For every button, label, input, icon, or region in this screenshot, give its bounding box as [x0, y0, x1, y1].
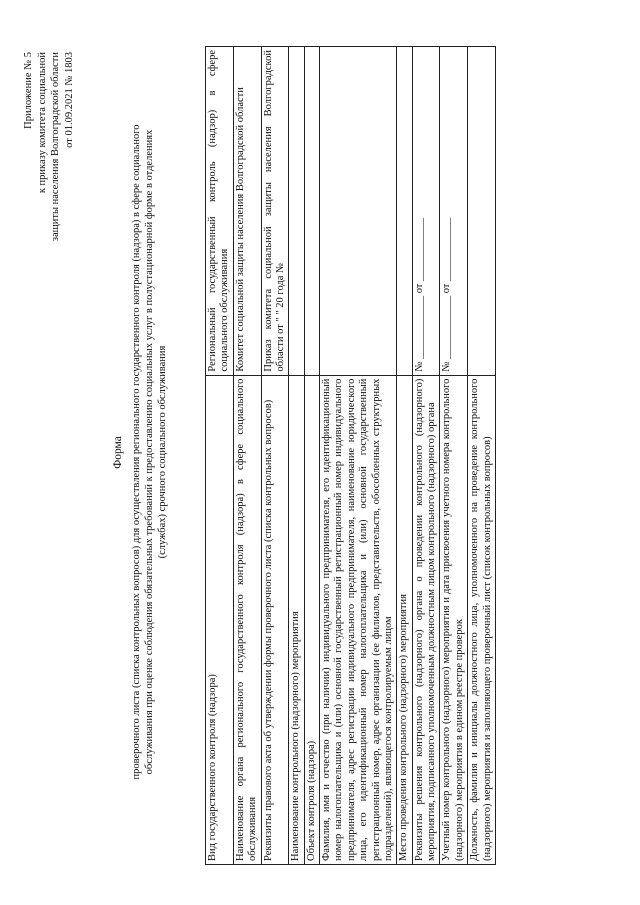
- appendix-block: [22, 52, 77, 241]
- appendix-line: от 01.09.2021 № 1803: [63, 52, 75, 148]
- table-row: [261, 47, 289, 865]
- table-row: [289, 47, 304, 865]
- table-row: [233, 47, 261, 865]
- row-value: [320, 47, 397, 376]
- table-row: [304, 47, 319, 865]
- table-row: [440, 47, 468, 865]
- row-label: Наименование контрольного (надзорного) мероприятия: [289, 375, 304, 864]
- checklist-table: [205, 46, 496, 865]
- row-value: Приказ комитета социальной защиты населения Волгоградской области от " " 20 года №: [261, 47, 289, 376]
- row-label: Вид государственного контроля (надзора): [206, 375, 234, 864]
- row-label: Место проведения контрольного (надзорного) мероприятия: [397, 375, 412, 864]
- table-row: [320, 47, 397, 865]
- row-value: [289, 47, 304, 376]
- row-label: Учетный номер контрольного (надзорного) мероприятия и дата присвоения учетного номера контрольного (надзорного) мероприятия в едином реестре проверок: [440, 375, 468, 864]
- row-label: Реквизиты правового акта об утверждении формы проверочного листа (списка контрольных вопросов): [261, 375, 289, 864]
- row-label: Реквизиты решения контрольного (надзорного) органа о проведении контрольного (надзорного) мероприятия, подписанного уполномоченным должностным лицом контрольного (надзорного) органа: [412, 375, 440, 864]
- row-label: Должность, фамилия и инициалы должностного лица, уполномоченного на проведение контрольного (надзорного) мероприятия и заполняющего проверочный лист (список контрольных вопросов): [468, 375, 496, 864]
- row-value: № ____________ от ____________: [440, 47, 468, 376]
- row-value: № ____________ от ____________: [412, 47, 440, 376]
- table-row: [412, 47, 440, 865]
- table-row: [397, 47, 412, 865]
- row-value: Комитет социальной защиты населения Волгоградской области: [233, 47, 261, 376]
- appendix-line: к приказу комитета социальной: [36, 52, 48, 194]
- row-label: Фамилия, имя и отчество (при наличии) индивидуального предпринимателя, его идентификационный номер налогоплательщика и (или) основной государственный регистрационный номер индивидуального предпринимателя, адрес регистрации индивидуального предпринимателя, наименование юридического лица, его идентификационный номер налогоплательщика и (или) основной государственный регистрационный номер, адрес организации (ее филиалов, представительств, обособленных структурных подразделений), являющегося контролируемым лицом: [320, 375, 397, 864]
- form-subtitle: проверочного листа (списка контрольных вопросов) для осуществления регионального государственного контроля (надзора) в сфере социального обслуживания при оценке соблюдения обязательных требований к предоставлению социальных услуг в полустационарной форме в отделениях (службах) срочного социального обслуживания: [131, 124, 169, 780]
- appendix-line: Приложение № 5: [23, 52, 34, 129]
- row-value: [468, 47, 496, 376]
- table-row: [206, 47, 234, 865]
- row-value: [304, 47, 319, 376]
- row-label: Объект контроля (надзора): [304, 375, 319, 864]
- row-value: Региональный государственный контроль (надзор) в сфере социального обслуживания: [206, 47, 234, 376]
- row-label: Наименование органа регионального государственного контроля (надзора) в сфере социального обслуживания: [233, 375, 261, 864]
- table-row: [468, 47, 496, 865]
- row-value: [397, 47, 412, 376]
- appendix-line: защиты населения Волгоградской области: [50, 52, 62, 242]
- form-title: Форма: [112, 436, 124, 469]
